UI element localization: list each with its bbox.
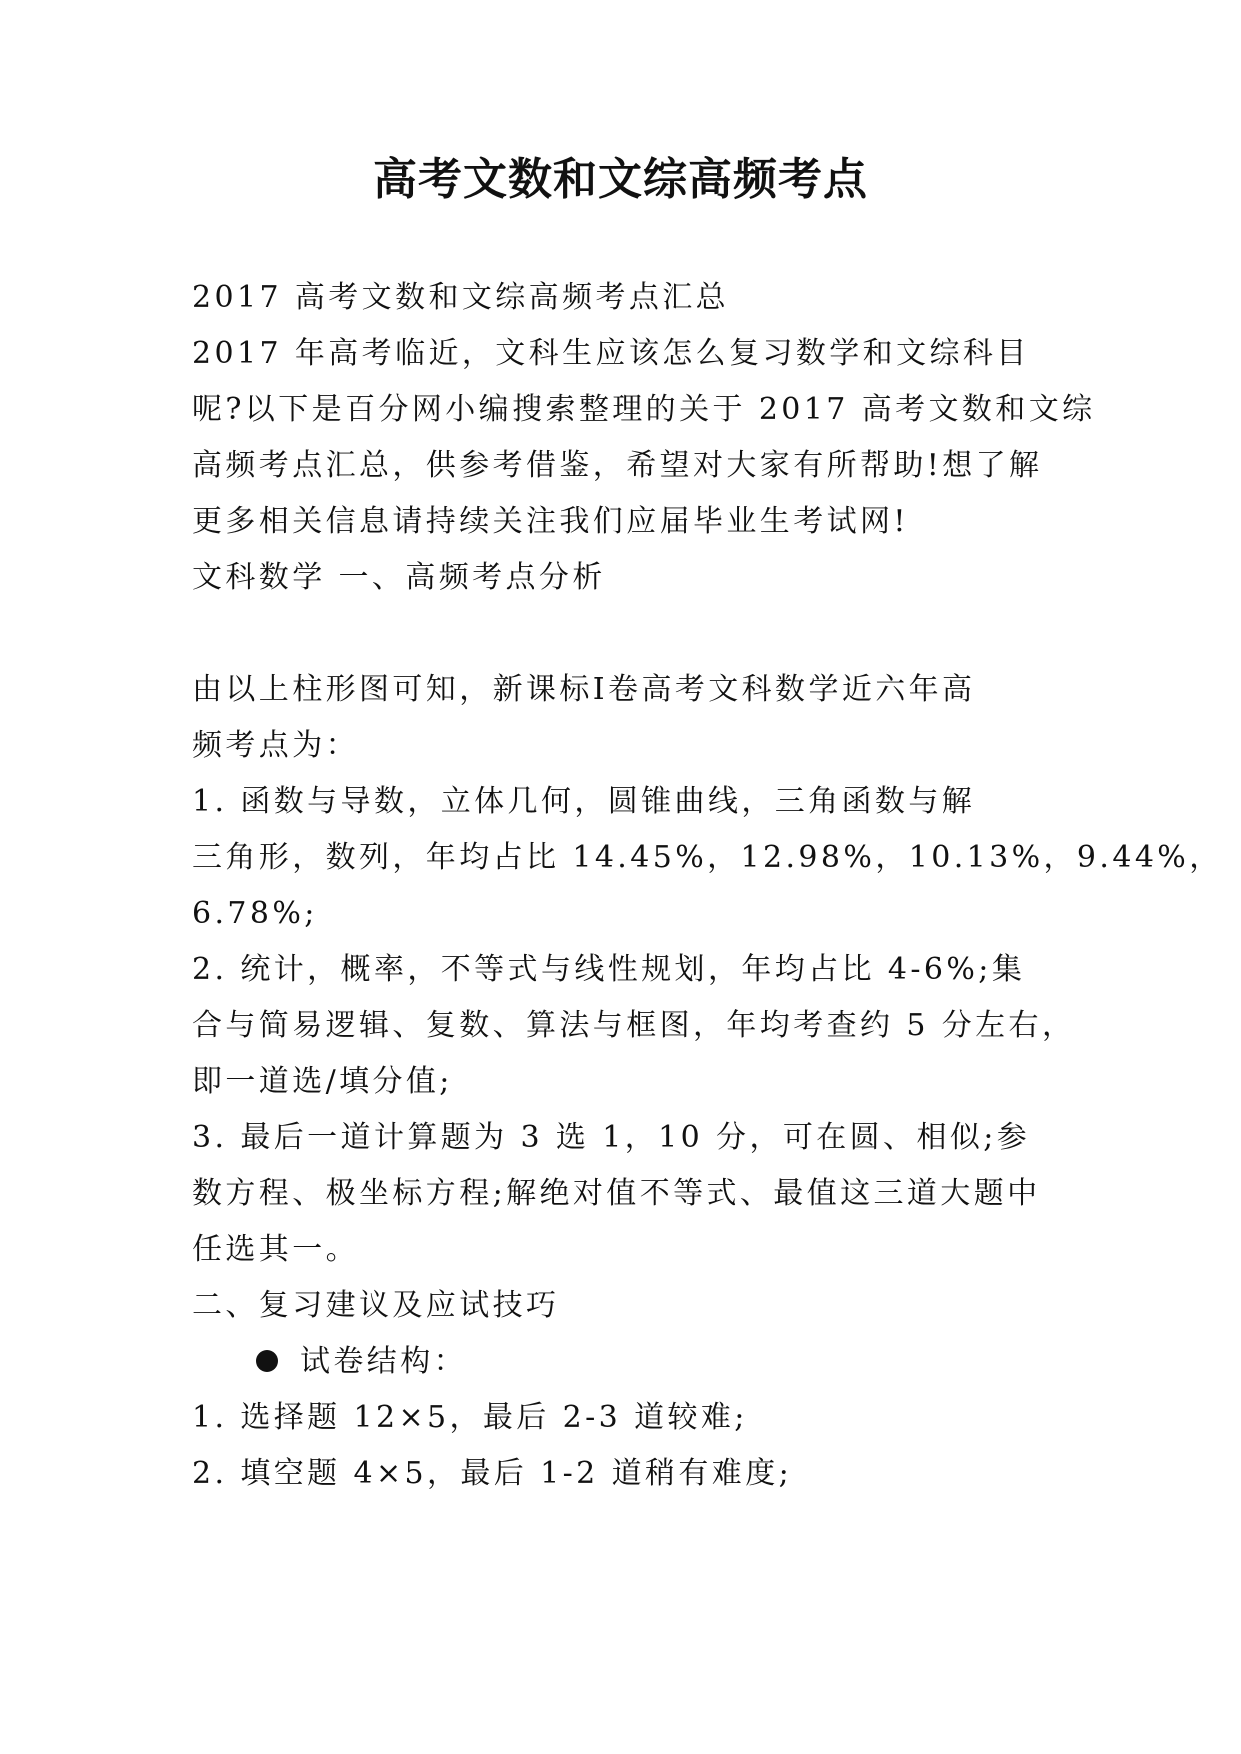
list-item-line: 2. 填空题 4×5，最后 1-2 道稍有难度; [192,1456,793,1491]
list-item-line: 2. 统计，概率，不等式与线性规划，年均占比 4-6%;集 [192,952,1026,987]
list-item-line: 合与简易逻辑、复数、算法与框图，年均考查约 5 分左右， [192,1008,1076,1043]
section-heading-review: 二、复习建议及应试技巧 [192,1288,560,1323]
list-item-line: 任选其一。 [192,1232,359,1267]
paragraph-line: 更多相关信息请持续关注我们应届毕业生考试网! [192,504,909,539]
list-item-line: 6.78%; [192,896,318,931]
paragraph-line: 高频考点汇总，供参考借鉴，希望对大家有所帮助!想了解 [192,448,1043,483]
subtitle-line: 2017 高考文数和文综高频考点汇总 [192,280,730,315]
document-title: 高考文数和文综高频考点 [373,154,868,205]
bullet-line [256,1332,1126,1392]
list-item-line: 三角形，数列，年均占比 14.45%，12.98%，10.13%，9.44%， [192,840,1223,875]
paragraph-line: 由以上柱形图可知，新课标Ⅰ卷高考文科数学近六年高 [192,672,976,707]
paragraph-line: 频考点为： [192,728,359,763]
paragraph-line: 呢?以下是百分网小编搜索整理的关于 2017 高考文数和文综 [192,392,1096,427]
bullet-text: 试卷结构： [300,1344,467,1379]
section-heading-math: 文科数学 一、高频考点分析 [192,560,606,595]
list-item-line: 1. 函数与导数，立体几何，圆锥曲线，三角函数与解 [192,784,976,819]
list-item-line: 数方程、极坐标方程;解绝对值不等式、最值这三道大题中 [192,1176,1041,1211]
paragraph-line: 2017 年高考临近，文科生应该怎么复习数学和文综科目 [192,336,1030,371]
list-item-line: 即一道选/填分值; [192,1064,453,1099]
list-item-line: 1. 选择题 12×5，最后 2-3 道较难; [192,1400,748,1435]
bullet-icon [256,1350,278,1372]
list-item-line: 3. 最后一道计算题为 3 选 1，10 分，可在圆、相似;参 [192,1120,1031,1155]
